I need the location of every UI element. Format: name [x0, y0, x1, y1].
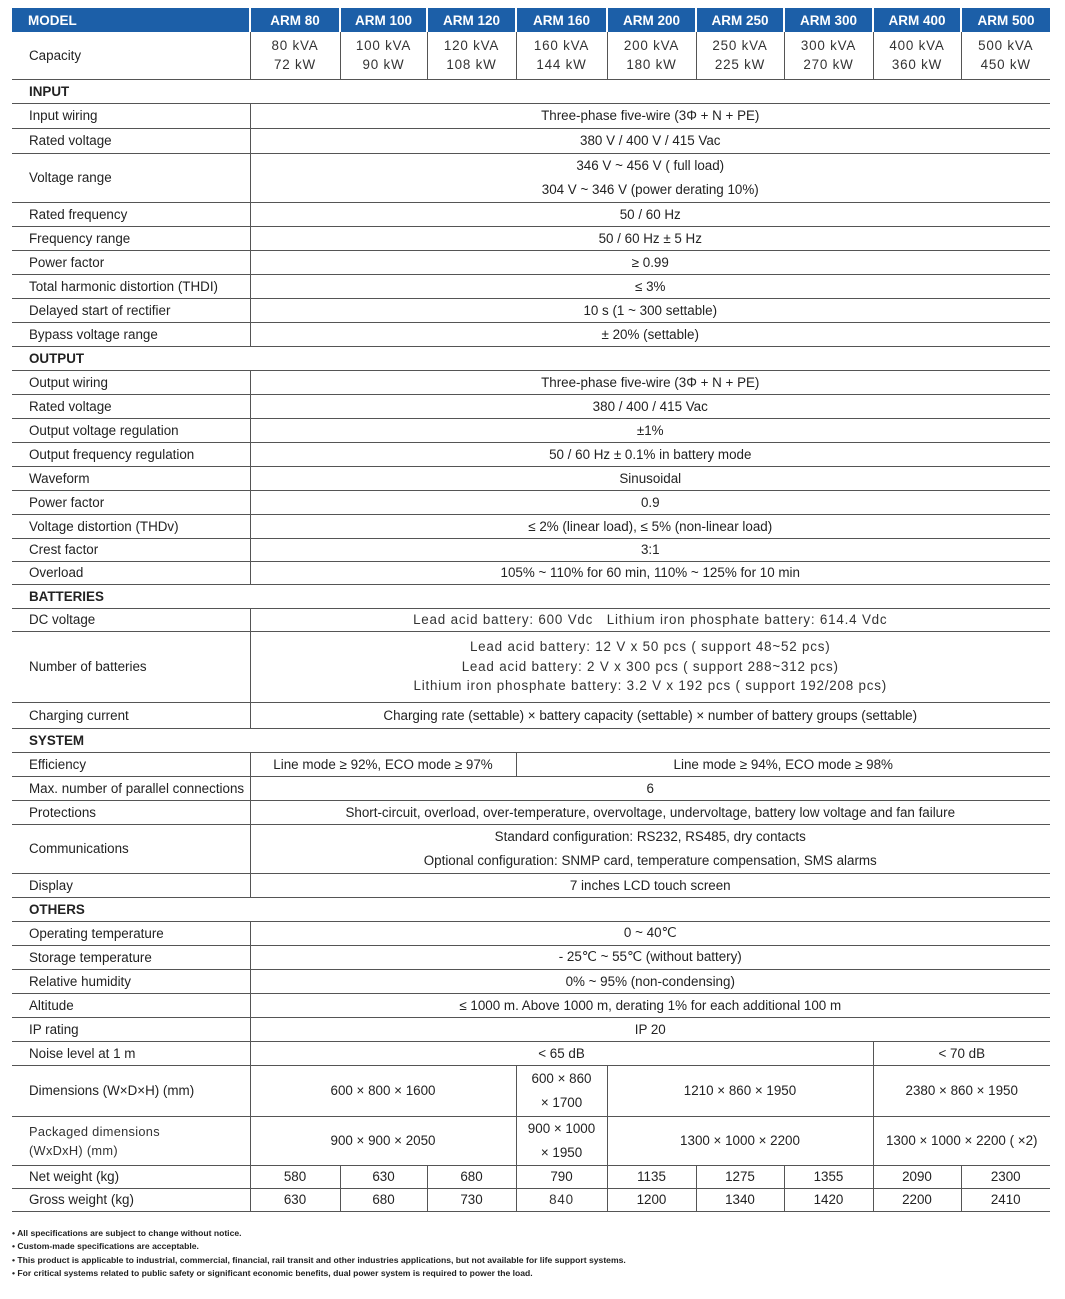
row-label: Rated frequency — [12, 202, 250, 226]
row-value: 600 × 800 × 1600 — [250, 1065, 516, 1116]
row-input-power-factor — [12, 250, 1050, 274]
row-value: Line mode ≥ 94%, ECO mode ≥ 98% — [516, 752, 1050, 776]
weight-cell: 1135 — [607, 1165, 696, 1188]
row-label: Charging current — [12, 702, 250, 728]
model-arm300: ARM 300 — [784, 8, 873, 32]
row-delayed-start — [12, 298, 1050, 322]
row-label: Overload — [12, 561, 250, 584]
row-bypass-range — [12, 322, 1050, 346]
section-title: OUTPUT — [12, 346, 1050, 370]
row-value: 105% ~ 110% for 60 min, 110% ~ 125% for 10 min — [250, 561, 1050, 584]
footnote: • All specifications are subject to change without notice. — [12, 1228, 242, 1238]
row-dc-voltage — [12, 608, 1050, 631]
row-value: 1300 × 1000 × 2200 ( ×2) — [873, 1116, 1050, 1165]
row-parallel — [12, 776, 1050, 800]
section-output — [12, 346, 1050, 370]
row-humidity — [12, 969, 1050, 993]
row-protections — [12, 800, 1050, 824]
row-label: Noise level at 1 m — [12, 1041, 250, 1065]
row-label: Frequency range — [12, 226, 250, 250]
row-label: Voltage range — [12, 153, 250, 202]
row-storage-temp — [12, 945, 1050, 969]
row-packaged-dimensions — [12, 1116, 1050, 1165]
row-label: Output frequency regulation — [12, 442, 250, 466]
capacity-cell: 120 kVA 108 kW — [427, 32, 516, 79]
row-label: Net weight (kg) — [12, 1165, 250, 1188]
row-label: Output wiring — [12, 370, 250, 394]
row-value: 3:1 — [250, 538, 1050, 561]
row-label: Total harmonic distortion (THDI) — [12, 274, 250, 298]
row-number-of-batteries — [12, 631, 1050, 702]
capacity-label: Capacity — [12, 32, 250, 79]
row-label: Altitude — [12, 993, 250, 1017]
row-noise — [12, 1041, 1050, 1065]
row-display — [12, 873, 1050, 897]
row-label: Packaged dimensions (WxDxH) (mm) — [12, 1116, 250, 1165]
row-value: 7 inches LCD touch screen — [250, 873, 1050, 897]
weight-cell: 1420 — [784, 1188, 873, 1211]
weight-cell: 790 — [516, 1165, 607, 1188]
capacity-cell: 200 kVA 180 kW — [607, 32, 696, 79]
row-value: 900 × 900 × 2050 — [250, 1116, 516, 1165]
row-label: Communications — [12, 824, 250, 873]
model-arm250: ARM 250 — [696, 8, 784, 32]
row-voltage-regulation — [12, 418, 1050, 442]
footnote: • Custom-made specifications are acceptable. — [12, 1241, 199, 1252]
model-arm100: ARM 100 — [340, 8, 427, 32]
row-value: 900 × 1000 × 1950 — [516, 1116, 607, 1165]
row-label: Voltage distortion (THDv) — [12, 514, 250, 538]
row-ip-rating — [12, 1017, 1050, 1041]
row-label: Waveform — [12, 466, 250, 490]
row-value: 0.9 — [250, 490, 1050, 514]
weight-cell: 1340 — [696, 1188, 784, 1211]
section-title: SYSTEM — [12, 728, 1050, 752]
row-value: Sinusoidal — [250, 466, 1050, 490]
weight-cell: 730 — [427, 1188, 516, 1211]
row-rated-voltage — [12, 128, 1050, 153]
weight-cell: 680 — [427, 1165, 516, 1188]
row-label: Output voltage regulation — [12, 418, 250, 442]
row-value: 6 — [250, 776, 1050, 800]
weight-cell: 1275 — [696, 1165, 784, 1188]
footnote: • This product is applicable to industrial, commercial, financial, rail transit and other industries applications, but not available for life support systems. — [12, 1254, 626, 1265]
model-arm200: ARM 200 — [607, 8, 696, 32]
row-rated-frequency — [12, 202, 1050, 226]
row-value: 1210 × 860 × 1950 — [607, 1065, 873, 1116]
row-label: Bypass voltage range — [12, 322, 250, 346]
row-value: Line mode ≥ 92%, ECO mode ≥ 97% — [250, 752, 516, 776]
section-title: INPUT — [12, 79, 1050, 103]
row-overload — [12, 561, 1050, 584]
row-value: Standard configuration: RS232, RS485, dry contacts Optional configuration: SNMP card, temperature compensation, SMS alarms — [250, 824, 1050, 873]
row-value: 1300 × 1000 × 2200 — [607, 1116, 873, 1165]
capacity-cell: 250 kVA 225 kW — [696, 32, 784, 79]
row-value: < 70 dB — [873, 1041, 1050, 1065]
row-value: ≥ 0.99 — [250, 250, 1050, 274]
row-value: 600 × 860 × 1700 — [516, 1065, 607, 1116]
model-arm500: ARM 500 — [961, 8, 1050, 32]
weight-cell: 580 — [250, 1165, 340, 1188]
row-value: 346 V ~ 456 V ( full load) 304 V ~ 346 V (power derating 10%) — [250, 153, 1050, 202]
capacity-cell: 80 kVA 72 kW — [250, 32, 340, 79]
row-value: 0% ~ 95% (non-condensing) — [250, 969, 1050, 993]
row-value: ≤ 3% — [250, 274, 1050, 298]
model-header: MODEL — [12, 8, 250, 32]
weight-cell: 680 — [340, 1188, 427, 1211]
row-value: 0 ~ 40℃ — [250, 921, 1050, 945]
weight-cell: 2090 — [873, 1165, 961, 1188]
row-label: IP rating — [12, 1017, 250, 1041]
row-dimensions — [12, 1065, 1050, 1116]
row-thdv — [12, 514, 1050, 538]
row-value: - 25℃ ~ 55℃ (without battery) — [250, 945, 1050, 969]
row-value: ± 20% (settable) — [250, 322, 1050, 346]
row-value: ≤ 1000 m. Above 1000 m, derating 1% for each additional 100 m — [250, 993, 1050, 1017]
row-label: Rated voltage — [12, 394, 250, 418]
row-output-power-factor — [12, 490, 1050, 514]
weight-cell: 1355 — [784, 1165, 873, 1188]
row-value: 50 / 60 Hz — [250, 202, 1050, 226]
row-label: Input wiring — [12, 103, 250, 128]
section-title: BATTERIES — [12, 584, 1050, 608]
row-value: 10 s (1 ~ 300 settable) — [250, 298, 1050, 322]
weight-cell: 840 — [516, 1188, 607, 1211]
row-label: Efficiency — [12, 752, 250, 776]
weight-cell: 2300 — [961, 1165, 1050, 1188]
capacity-cell: 300 kVA 270 kW — [784, 32, 873, 79]
row-output-rated-voltage — [12, 394, 1050, 418]
row-label: Operating temperature — [12, 921, 250, 945]
row-output-wiring — [12, 370, 1050, 394]
row-value: Charging rate (settable) × battery capacity (settable) × number of battery groups (settable) — [250, 702, 1050, 728]
row-efficiency — [12, 752, 1050, 776]
row-crest-factor — [12, 538, 1050, 561]
row-value: ≤ 2% (linear load), ≤ 5% (non-linear load) — [250, 514, 1050, 538]
row-label: Display — [12, 873, 250, 897]
row-charging-current — [12, 702, 1050, 728]
row-label: Gross weight (kg) — [12, 1188, 250, 1211]
weight-cell: 630 — [250, 1188, 340, 1211]
row-label: Power factor — [12, 250, 250, 274]
row-value: 2380 × 860 × 1950 — [873, 1065, 1050, 1116]
row-label: Dimensions (W×D×H) (mm) — [12, 1065, 250, 1116]
row-label: Relative humidity — [12, 969, 250, 993]
row-net-weight — [12, 1165, 1050, 1188]
capacity-cell: 100 kVA 90 kW — [340, 32, 427, 79]
model-arm400: ARM 400 — [873, 8, 961, 32]
section-system — [12, 728, 1050, 752]
row-label: Delayed start of rectifier — [12, 298, 250, 322]
row-value: Lead acid battery: 600 Vdc Lithium iron phosphate battery: 614.4 Vdc — [250, 608, 1050, 631]
row-value: 380 / 400 / 415 Vac — [250, 394, 1050, 418]
row-value: 50 / 60 Hz ± 0.1% in battery mode — [250, 442, 1050, 466]
row-value: Three-phase five-wire (3Φ + N + PE) — [250, 370, 1050, 394]
row-frequency-range — [12, 226, 1050, 250]
section-others — [12, 897, 1050, 921]
footnote: • For critical systems related to public safety or significant economic benefits, dual power system is required to power the load. — [12, 1267, 533, 1278]
row-voltage-range — [12, 153, 1050, 202]
row-value: Short-circuit, overload, over-temperature, overvoltage, undervoltage, battery low voltage and fan failure — [250, 800, 1050, 824]
weight-cell: 2200 — [873, 1188, 961, 1211]
section-title: OTHERS — [12, 897, 1050, 921]
row-label: Protections — [12, 800, 250, 824]
capacity-cell: 160 kVA 144 kW — [516, 32, 607, 79]
row-label: Number of batteries — [12, 631, 250, 702]
weight-cell: 630 — [340, 1165, 427, 1188]
row-label: Crest factor — [12, 538, 250, 561]
weight-cell: 1200 — [607, 1188, 696, 1211]
model-arm80: ARM 80 — [250, 8, 340, 32]
row-frequency-regulation — [12, 442, 1050, 466]
row-value: Lead acid battery: 12 V x 50 pcs ( support 48~52 pcs) Lead acid battery: 2 V x 300 pcs ( support 288~312 pcs) Lithium iron phosphate battery: 3.2 V x 192 pcs ( support 192/208 pcs) — [250, 631, 1050, 702]
capacity-cell: 400 kVA 360 kW — [873, 32, 961, 79]
row-value: 380 V / 400 V / 415 Vac — [250, 128, 1050, 153]
row-value: ±1% — [250, 418, 1050, 442]
row-label: Power factor — [12, 490, 250, 514]
footnotes — [12, 1227, 626, 1280]
row-value: Three-phase five-wire (3Φ + N + PE) — [250, 103, 1050, 128]
spec-table — [12, 8, 1050, 1212]
capacity-row — [12, 32, 1050, 79]
row-thdi — [12, 274, 1050, 298]
capacity-cell: 500 kVA 450 kW — [961, 32, 1050, 79]
model-arm120: ARM 120 — [427, 8, 516, 32]
row-altitude — [12, 993, 1050, 1017]
row-value: < 65 dB — [250, 1041, 873, 1065]
row-gross-weight — [12, 1188, 1050, 1211]
row-waveform — [12, 466, 1050, 490]
row-value: 50 / 60 Hz ± 5 Hz — [250, 226, 1050, 250]
row-label: DC voltage — [12, 608, 250, 631]
row-label: Max. number of parallel connections — [12, 776, 250, 800]
row-value: IP 20 — [250, 1017, 1050, 1041]
model-arm160: ARM 160 — [516, 8, 607, 32]
row-input-wiring — [12, 103, 1050, 128]
header-row — [12, 8, 1050, 32]
section-batteries — [12, 584, 1050, 608]
row-label: Rated voltage — [12, 128, 250, 153]
row-operating-temp — [12, 921, 1050, 945]
row-label: Storage temperature — [12, 945, 250, 969]
section-input — [12, 79, 1050, 103]
weight-cell: 2410 — [961, 1188, 1050, 1211]
row-communications — [12, 824, 1050, 873]
